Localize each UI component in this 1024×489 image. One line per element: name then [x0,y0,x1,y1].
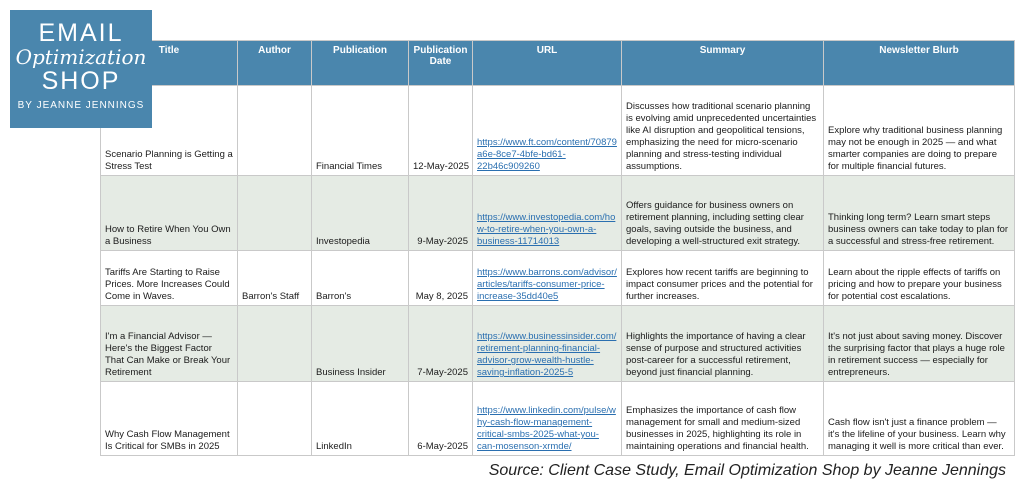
cell-blurb: It's not just about saving money. Discover the surprising factor that plays a huge role in retirement success — especially for entrepreneurs. [824,306,1015,382]
cell-publication: Financial Times [312,86,409,176]
articles-table [100,40,1015,456]
cell-blurb: Learn about the ripple effects of tariffs on pricing and how to prepare your business for potential cost escalations. [824,251,1015,306]
cell-url [473,251,622,306]
cell-publication: Business Insider [312,306,409,382]
cell-author [238,306,312,382]
source-caption: Source: Client Case Study, Email Optimization Shop by Jeanne Jennings [488,462,1006,479]
cell-date: 7-May-2025 [409,306,473,382]
cell-blurb: Cash flow isn't just a finance problem — it's the lifeline of your business. Learn why managing it well is more critical than ever. [824,382,1015,456]
logo-line-optimization: Optimization [15,45,147,69]
url-link[interactable]: https://www.businessinsider.com/retirement-planning-financial-advisor-grow-wealth-hustle-saving-inflation-2025-5 [477,331,617,378]
cell-title: Scenario Planning is Getting a Stress Test [101,86,238,176]
table-header-row [101,41,1015,86]
logo-line-byline: BY JEANNE JENNINGS [17,100,145,111]
url-link[interactable]: https://www.linkedin.com/pulse/why-cash-flow-management-critical-smbs-2025-what-you-can-mosenson-xrmde/ [477,405,616,452]
cell-blurb: Thinking long term? Learn smart steps business owners can take today to plan for a successful and stress-free retirement. [824,176,1015,251]
cell-author: Barron's Staff [238,251,312,306]
logo-line-shop: SHOP [41,67,121,95]
cell-url [473,382,622,456]
cell-title: How to Retire When You Own a Business [101,176,238,251]
table-row [101,382,1015,456]
cell-title: Why Cash Flow Management Is Critical for SMBs in 2025 [101,382,238,456]
cell-publication: LinkedIn [312,382,409,456]
cell-summary: Highlights the importance of having a clear sense of purpose and structured activities post-career for a successful retirement, beyond just financial planning. [622,306,824,382]
header-publication-date: Publication Date [409,41,473,86]
cell-summary: Discusses how traditional scenario planning is evolving amid unprecedented uncertainties like AI disruption and geopolitical tensions, emphasizing the need for micro-scenario planning and stress-testing individual assumptions. [622,86,824,176]
cell-publication: Barron's [312,251,409,306]
header-publication: Publication [312,41,409,86]
cell-date: May 8, 2025 [409,251,473,306]
cell-date: 12-May-2025 [409,86,473,176]
cell-url [473,306,622,382]
table-row [101,251,1015,306]
url-link[interactable]: https://www.barrons.com/advisor/articles/tariffs-consumer-price-increase-35dd40e5 [477,267,617,302]
table-row [101,86,1015,176]
logo-line-email: EMAIL [38,19,124,47]
cell-blurb: Explore why traditional business planning may not be enough in 2025 — and what smarter companies are doing to prepare for multiple financial futures. [824,86,1015,176]
url-link[interactable]: https://www.ft.com/content/70879a6e-8ce7-4bfe-bd61-22b46c909260 [477,137,617,172]
cell-author [238,382,312,456]
header-newsletter-blurb: Newsletter Blurb [824,41,1015,86]
company-logo [10,10,152,128]
cell-summary: Explores how recent tariffs are beginning to impact consumer prices and the potential for further increases. [622,251,824,306]
cell-publication: Investopedia [312,176,409,251]
header-url: URL [473,41,622,86]
cell-author [238,86,312,176]
cell-summary: Offers guidance for business owners on retirement planning, including setting clear goals, saving outside the business, and developing a well-structured exit strategy. [622,176,824,251]
cell-author [238,176,312,251]
cell-title: Tariffs Are Starting to Raise Prices. More Increases Could Come in Waves. [101,251,238,306]
cell-date: 9-May-2025 [409,176,473,251]
header-summary: Summary [622,41,824,86]
table-row [101,176,1015,251]
table-row [101,306,1015,382]
cell-summary: Emphasizes the importance of cash flow management for small and medium-sized businesses in 2025, highlighting its role in maintaining operations and financial health. [622,382,824,456]
url-link[interactable]: https://www.investopedia.com/how-to-retire-when-you-own-a-business-11714013 [477,212,616,247]
cell-url [473,176,622,251]
header-author: Author [238,41,312,86]
header-title: Title [101,41,238,86]
cell-url [473,86,622,176]
cell-title: I'm a Financial Advisor — Here's the Biggest Factor That Can Make or Break Your Retirement [101,306,238,382]
cell-date: 6-May-2025 [409,382,473,456]
